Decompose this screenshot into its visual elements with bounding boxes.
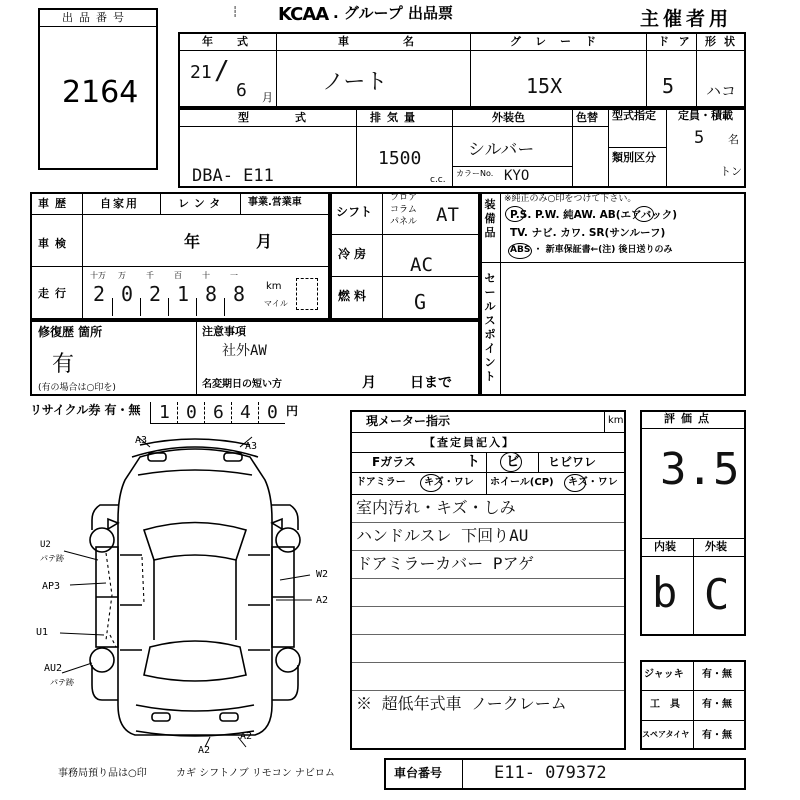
recycle-unit: 円	[286, 404, 299, 418]
year-value: 21	[190, 62, 212, 83]
mileage-place-label: 一	[230, 271, 238, 280]
ac-value: AC	[410, 254, 433, 276]
car-name-label: 車名	[338, 35, 468, 48]
mirror-label: ドアミラー	[356, 477, 406, 488]
inspection-label: 車検	[38, 237, 72, 250]
mile-checkbox	[296, 278, 318, 310]
month-unit: 月	[262, 91, 273, 104]
repair-dashed-marks	[106, 553, 144, 647]
copy-label: 主催者用	[640, 8, 733, 30]
exterior-label: 外装	[705, 540, 727, 553]
business-label: 事業.営業車	[248, 197, 302, 208]
shift-panel: パネル	[390, 217, 418, 227]
recycle-digit-box	[231, 402, 258, 424]
color-no-label: カラーNo.	[456, 169, 494, 178]
score-value: 3.5	[660, 444, 740, 495]
chassis-value: E11- 079372	[494, 763, 607, 783]
shape-label: 形状	[705, 35, 743, 48]
notes-value: 社外AW	[222, 343, 267, 359]
spare-yes-no: 有・無	[702, 730, 732, 741]
remark-rule	[350, 606, 626, 607]
mileage-place-label: 百	[174, 271, 182, 280]
type-designation-label: 型式指定	[612, 109, 656, 122]
abs-circle	[508, 243, 532, 259]
year-slash: /	[214, 56, 230, 86]
remark-rule	[350, 550, 626, 551]
brand-logo: KCAA	[278, 4, 329, 25]
category-label: 類別区分	[612, 151, 656, 164]
equipment-line2: TV. ナビ. カワ. SR(サンルーフ)	[510, 227, 666, 239]
mark-u2: U2	[40, 540, 51, 550]
mileage-divider	[168, 298, 169, 316]
mileage-place-label: 千	[146, 271, 154, 280]
exterior-value: C	[704, 570, 730, 619]
equipment-table	[480, 192, 746, 396]
name-change-month: 月	[362, 375, 376, 391]
top-mark-left: ┆	[232, 7, 239, 18]
displacement-label: 排気量	[370, 111, 421, 124]
mark-a2-right: A2	[316, 595, 329, 606]
color-change-label: 色替	[576, 111, 598, 124]
model-value: DBA- E11	[192, 166, 274, 186]
mark-a3-top-left: A3	[135, 435, 148, 446]
mileage-divider	[140, 298, 141, 316]
mark-a3-top-right: A3	[245, 441, 258, 452]
spare-label: スペアタイヤ	[642, 730, 690, 739]
model-label: 型式	[238, 111, 352, 124]
displacement-value: 1500	[378, 148, 422, 169]
meter-km-label: km	[608, 415, 624, 426]
lot-number: 2164	[62, 75, 139, 110]
recycle-digit: 6	[213, 402, 224, 423]
recycle-digit: 1	[159, 402, 170, 423]
glass-option-bi: ビ	[506, 454, 520, 470]
inspection-month-unit: 月	[256, 232, 273, 251]
remark-rule	[350, 578, 626, 579]
remark-rule	[350, 662, 626, 663]
jack-label: ジャッキ	[644, 669, 684, 680]
grade-label: グレード	[510, 35, 610, 48]
shift-column: コラム	[390, 205, 417, 215]
lot-number-label: 出品番号	[62, 11, 130, 24]
mileage-digit: 8	[233, 282, 246, 306]
mileage-km-label: km	[266, 281, 282, 292]
wheel-options: キズ・ワレ	[568, 477, 618, 488]
car-damage-diagram	[36, 435, 350, 756]
recycle-digit-box	[150, 402, 177, 424]
office-items: カギ シフトノブ リモコン ナビロム	[176, 768, 335, 779]
recycle-digit-box	[258, 402, 285, 424]
meter-label: 現メーター指示	[366, 414, 451, 428]
repair-label: 修復歴 箇所	[38, 325, 103, 339]
shape-value: ハコ	[706, 82, 737, 100]
wheel-label: ホイール(CP)	[490, 477, 554, 488]
recycle-digit-box	[204, 402, 231, 424]
mark-u2-sub: パテ跡	[40, 554, 64, 563]
cc-unit: c.c.	[430, 175, 446, 185]
remark-rule	[350, 522, 626, 523]
ab-circle	[634, 206, 654, 222]
color-no-value: KYO	[504, 168, 530, 184]
mileage-divider	[224, 298, 225, 316]
fuel-label: 燃料	[338, 289, 371, 303]
remark-line: ドアミラーカバー Pアゲ	[356, 554, 534, 573]
mark-w2: W2	[316, 569, 329, 580]
recycle-digit: 0	[186, 402, 197, 423]
mark-a2-bottom-right: A2	[240, 731, 253, 742]
repair-value: 有	[52, 352, 75, 377]
mileage-mile-label: マイル	[264, 299, 288, 308]
inspector-section-label: 【査定員記入】	[424, 436, 515, 449]
doors-value: 5	[662, 74, 675, 98]
equipment-label: 装 備 品	[484, 198, 496, 239]
grade-value: 15X	[526, 74, 563, 98]
tons-unit: トン	[720, 165, 742, 178]
mileage-digit: 8	[205, 282, 218, 306]
recycle-digit-box	[177, 402, 204, 424]
year-label: 年式	[202, 35, 272, 48]
glass-option-to: ト	[466, 454, 480, 470]
remark-rule	[350, 634, 626, 635]
mileage-place-label: 十	[202, 271, 210, 280]
recycle-label: リサイクル券 有・無	[30, 403, 141, 417]
shift-value: AT	[436, 204, 459, 226]
mirror-options: キズ・ワレ	[424, 477, 474, 488]
remark-line: ※ 超低年式車 ノークレーム	[356, 694, 567, 713]
mark-a2-bottom-left: A2	[198, 745, 211, 756]
sale-point-label: セ ー ル ス ポ イ ン ト	[484, 272, 496, 383]
name-change-day: 日まで	[410, 375, 452, 391]
mark-au2-sub: パテ跡	[50, 678, 74, 687]
sheet-title: . グループ 出品票	[333, 4, 453, 22]
tools-label: 工具	[650, 699, 690, 710]
repair-note: (有の場合は○印を)	[38, 383, 116, 393]
mirror-scratch-circle	[420, 474, 442, 492]
equipment-line1: P.S. P.W. 純AW. AB(エアバック)	[510, 209, 678, 221]
mileage-digit: 1	[177, 282, 190, 306]
mark-u1: U1	[36, 627, 49, 638]
chassis-label: 車台番号	[394, 766, 443, 780]
inspection-year-unit: 年	[184, 232, 201, 251]
recycle-digit: 0	[267, 402, 278, 423]
equipment-line3: ABS ・ 新車保証書←(注) 後日送りのみ	[510, 245, 673, 255]
mileage-digit: 2	[149, 282, 162, 306]
equipment-note: ※純正のみ○印をつけて下さい。	[504, 194, 637, 204]
doors-label: ドア	[658, 35, 700, 48]
name-change-label: 名変期日の短い方	[202, 379, 282, 390]
glass-option-crack: ヒビワレ	[548, 455, 597, 469]
glass-bi-circle	[500, 452, 522, 472]
tools-yes-no: 有・無	[702, 699, 732, 710]
shift-label: シフト	[336, 205, 373, 219]
mileage-place-label: 万	[118, 271, 126, 280]
fuel-value: G	[414, 290, 427, 314]
exterior-color-label: 外装色	[492, 111, 525, 124]
remark-line: ハンドルスレ 下回りAU	[356, 526, 529, 545]
score-label: 評価点	[664, 412, 715, 425]
pw-circle	[505, 206, 525, 222]
notes-label: 注意事項	[202, 325, 246, 338]
mileage-digit: 2	[93, 282, 106, 306]
remark-line: 室内汚れ・キズ・しみ	[356, 498, 516, 517]
mark-au2: AU2	[44, 663, 63, 674]
interior-value: b	[652, 568, 678, 617]
mileage-divider	[112, 298, 113, 316]
jack-yes-no: 有・無	[702, 669, 732, 680]
mileage-divider	[196, 298, 197, 316]
office-note: 事務局預り品は○印	[58, 768, 147, 779]
car-outline	[90, 439, 300, 736]
ac-label: 冷房	[338, 247, 371, 261]
mileage-digit: 0	[121, 282, 134, 306]
mileage-label: 走行	[38, 287, 72, 300]
mileage-place-label: 十万	[90, 271, 106, 280]
capacity-value: 5	[694, 128, 705, 148]
capacity-unit: 名	[728, 133, 739, 146]
shift-floor: フロア	[390, 193, 418, 203]
car-name-value: ノート	[322, 70, 388, 95]
recycle-digit: 4	[240, 402, 251, 423]
history-label: 車歴	[38, 197, 72, 210]
color-value: シルバー	[468, 140, 535, 160]
interior-label: 内装	[654, 540, 676, 553]
private-use-label: 自家用	[100, 197, 139, 210]
wheel-scratch-circle	[564, 474, 586, 492]
rental-label: レンタ	[178, 197, 226, 210]
glass-label: Fガラス	[372, 455, 416, 469]
month-value: 6	[236, 80, 247, 101]
mark-ap3: AP3	[42, 581, 61, 592]
capacity-label: 定員・積載	[678, 109, 733, 122]
remark-rule	[350, 690, 626, 691]
